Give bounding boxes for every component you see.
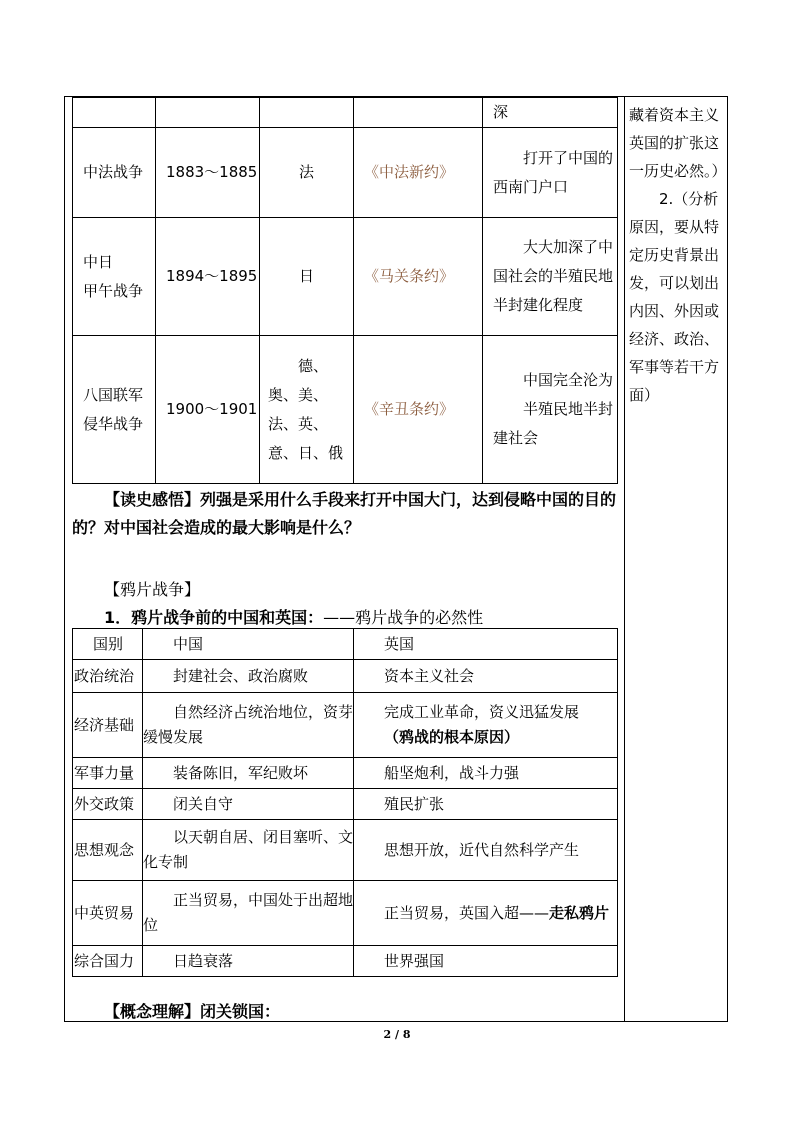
table-row bbox=[73, 789, 618, 820]
china-cell: 闭关自守 bbox=[143, 789, 354, 820]
side-note-line1: 藏着资本主义英国的扩张这一历史必然。） bbox=[629, 106, 727, 180]
page-number: 2 / 8 bbox=[383, 1028, 411, 1041]
concept-text: 闭关锁国： bbox=[200, 1002, 281, 1021]
table-row bbox=[73, 660, 618, 693]
concept-line bbox=[104, 998, 280, 1026]
row-label: 综合国力 bbox=[73, 946, 143, 977]
table-row bbox=[73, 218, 618, 336]
war-name: 中法战争 bbox=[73, 128, 156, 218]
reflection-text: 列强是采用什么手段来打开中国大门，达到侵略中国的目的的？对中国社会造成的最大影响是什么？ bbox=[72, 490, 617, 537]
china-cell: 正当贸易，中国处于出超地位 bbox=[143, 881, 354, 946]
table-row bbox=[73, 629, 618, 660]
concept-heading: 【概念理解】 bbox=[104, 1002, 201, 1021]
britain-cell: 完成工业革命，资义迅猛发展 bbox=[384, 703, 580, 721]
opium-heading: 【鸦片战争】 bbox=[104, 580, 201, 599]
china-cell: 装备陈旧，军纪败坏 bbox=[143, 758, 354, 789]
china-cell: 封建社会、政治腐败 bbox=[143, 660, 354, 693]
china-cell: 以天朝自居、闭目塞听、文化专制 bbox=[143, 820, 354, 881]
table-row bbox=[73, 693, 618, 758]
table-row bbox=[73, 336, 618, 484]
britain-cell: 世界强国 bbox=[354, 946, 618, 977]
war-country: 法 bbox=[260, 128, 354, 218]
war-treaty: 《辛丑条约》 bbox=[354, 336, 483, 484]
table-row bbox=[73, 820, 618, 881]
table-row bbox=[73, 128, 618, 218]
side-note bbox=[629, 101, 727, 409]
britain-cell: 思想开放，近代自然科学产生 bbox=[354, 820, 618, 881]
table-row bbox=[73, 758, 618, 789]
table-row bbox=[73, 881, 618, 946]
row-label: 外交政策 bbox=[73, 789, 143, 820]
opium-subheading-bold: 1．鸦片战争前的中国和英国： bbox=[104, 608, 324, 627]
table-row bbox=[73, 98, 618, 128]
compare-table bbox=[72, 628, 618, 977]
war-years: 1894～1895 bbox=[156, 218, 260, 336]
china-cell: 日趋衰落 bbox=[143, 946, 354, 977]
war-name-line1: 中日 bbox=[83, 252, 114, 271]
reflection-heading: 【读史感悟】 bbox=[104, 490, 201, 509]
war-treaty: 《中法新约》 bbox=[354, 128, 483, 218]
table-row bbox=[73, 946, 618, 977]
row-label: 思想观念 bbox=[73, 820, 143, 881]
war-years: 1883～1885 bbox=[156, 128, 260, 218]
britain-cell-bold: 走私鸦片 bbox=[549, 903, 610, 922]
row-label: 军事力量 bbox=[73, 758, 143, 789]
war-effect-line1: 中国完全沦为 bbox=[523, 371, 614, 389]
britain-cell: 资本主义社会 bbox=[354, 660, 618, 693]
war-effect-line2: 半殖民地半封建社会 bbox=[493, 400, 614, 447]
row-label: 中英贸易 bbox=[73, 881, 143, 946]
war-table bbox=[72, 97, 618, 484]
war-country: 德、奥、美、法、英、意、日、俄 bbox=[268, 356, 344, 462]
war-name-line2: 甲午战争 bbox=[83, 281, 144, 300]
header-china: 中国 bbox=[143, 629, 354, 660]
war-treaty: 《马关条约》 bbox=[354, 218, 483, 336]
war-effect: 深 bbox=[483, 98, 618, 128]
britain-cell: 正当贸易，英国入超—— bbox=[384, 903, 550, 922]
side-note-line2: 2.（分析原因，要从特定历史背景出发，可以划出内因、外因或经济、政治、军事等若干方面） bbox=[629, 190, 720, 404]
war-country: 日 bbox=[260, 218, 354, 336]
row-label: 经济基础 bbox=[73, 693, 143, 758]
china-cell: 自然经济占统治地位，资芽缓慢发展 bbox=[143, 693, 354, 758]
britain-cell: 殖民扩张 bbox=[354, 789, 618, 820]
reflection-question bbox=[72, 486, 624, 542]
header-label: 国别 bbox=[73, 629, 143, 660]
row-label: 政治统治 bbox=[73, 660, 143, 693]
header-britain: 英国 bbox=[354, 629, 618, 660]
war-years: 1900～1901 bbox=[156, 336, 260, 484]
column-divider bbox=[624, 96, 625, 1022]
war-effect: 打开了中国的西南门户口 bbox=[493, 148, 614, 196]
war-effect: 大大加深了中国社会的半殖民地半封建化程度 bbox=[493, 238, 614, 314]
britain-cell: 船坚炮利，战斗力强 bbox=[354, 758, 618, 789]
war-name-line2: 侵华战争 bbox=[83, 414, 144, 433]
britain-cell-bold: （鸦战的根本原因） bbox=[384, 728, 520, 746]
opium-subheading-plain: ——鸦片战争的必然性 bbox=[323, 608, 484, 627]
war-name-line1: 八国联军 bbox=[83, 385, 144, 404]
